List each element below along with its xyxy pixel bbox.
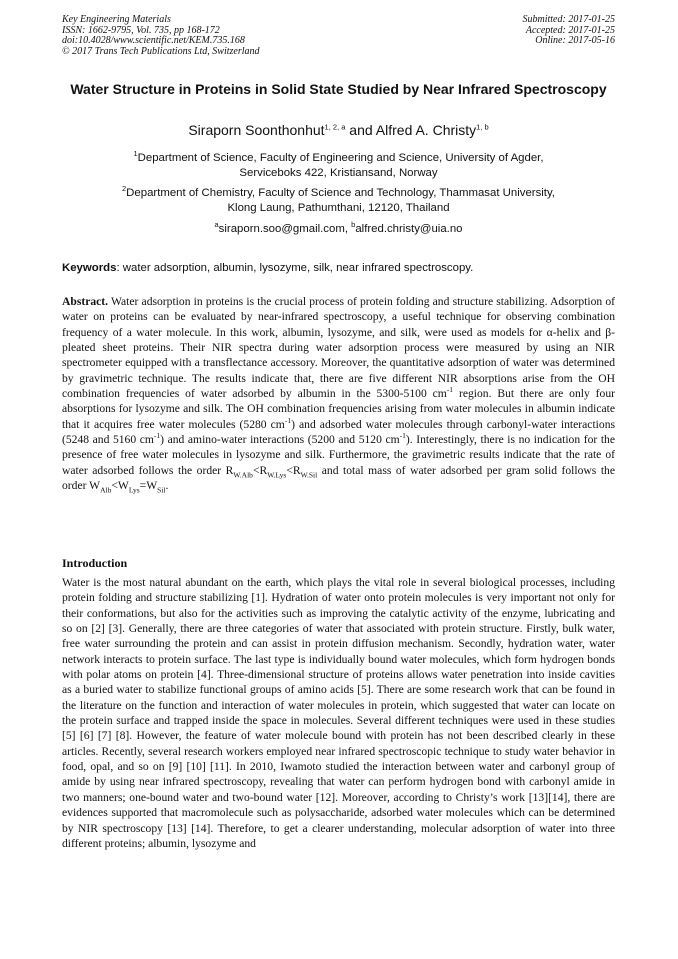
abstract-text-5: ). Interestingly, there is no indication for the presence of free water molecules in lysozyme and silk. Furthermore, the gravimetric results indicate that the rate of water adsorbed follows the order R (62, 433, 615, 477)
submitted-date: Submitted: 2017-01-25 (522, 14, 615, 25)
affiliation-1-line-2: Serviceboks 422, Kristiansand, Norway (239, 167, 438, 179)
author-1: Siraporn Soonthonhut (188, 122, 325, 138)
keywords (62, 261, 615, 276)
dates-header (523, 15, 616, 47)
accepted-date: Accepted: 2017-01-25 (525, 24, 615, 36)
mass-lysozyme-subscript: Lys (128, 485, 140, 495)
abstract-text-6: and total mass of water adsorbed per gram solid follows the order W (62, 463, 616, 493)
introduction-heading: Introduction (62, 556, 128, 570)
doi-line: doi:10.4028/www.scientific.net/KEM.735.168 (62, 35, 245, 47)
abstract-unit-1: -1 (446, 385, 454, 395)
email-a-marker: a (214, 220, 219, 230)
rate-albumin-subscript: W.Alb (233, 470, 253, 480)
journal-name: Key Engineering Materials (62, 14, 171, 25)
abstract-text-2: region. But there are only four absorptions for lysozyme and silk. The OH combination frequencies arising from water molecules in albumin indicate that it acquires free water molecules (5280 cm (62, 387, 615, 431)
introduction-text: Water is the most natural abundant on the earth, which plays the vital role in several biological processes, including protein folding and structure stabilizing [1]. Hydration of water onto protein molecules is very important not only for their conformations, but also for the activities such as improving the catalytic activity of the enzyme, lubricating and so on [2] [3]. Generally, there are three categories of water that associated with protein structure. Firstly, bulk water, free water surrounding the protein and can assist in protein diffusion mechanism. Secondly, hydration water, water network interacts to protein surface. The last type is individually bound water molecules, which form hydrogen bonds with polar atoms on protein [4]. Three-dimensional structure of proteins allows water penetration into inside cavities as a buried water to stabilize functional groups of amino acids [5]. There are some research work that can be found in the literature on the function and interaction of water molecules in protein, which suggested that water can locate on the protein surface and trapped inside the space in molecules. Several different techniques were used in these studies [5] [6] [7] [8]. However, the feature of water molecule bound with protein has not been described clearly in these articles. Recently, several research workers employed near infrared spectroscopic technique to study water behavior in food, opal, and so on [9] [10] [11]. In 2010, Iwamoto studied the interaction between water and carbonyl group of amide by using near infrared spectroscopy, revealing that water can perform hydrogen bond with carbonyl amide in two manners; one-bound water and two-bound water [12]. Moreover, according to Christy’s work [13][14], there are evidences supported that macromolecule such as polysaccharide, adsorbed water molecules which can be determined by NIR spectroscopy [13] [14]. Therefore, to get a clearer understanding, molecular adsorption of water into three different proteins; albumin, lysozyme and (62, 576, 615, 850)
journal-header (62, 15, 260, 57)
abstract-end: . (165, 479, 169, 493)
rate-less-than-1: <R (252, 463, 268, 477)
author-line (62, 121, 615, 139)
affiliation-1 (62, 151, 615, 181)
email-a: siraporn.soo@gmail.com, (218, 223, 352, 235)
abstract-unit-4: -1 (399, 431, 406, 441)
mass-silk-subscript: Sil (157, 485, 166, 495)
abstract-unit-2: -1 (284, 415, 292, 425)
abstract-text-1: Water adsorption in proteins is the crucial process of protein folding and structure stabilizing. Adsorption of water on proteins can be evaluated by near-infrared spectroscopy, a useful technique for observing combination frequency of a water molecule. In this work, albumin, lysozyme, and silk, were used as models for α-helix and β-pleated sheet proteins. Their NIR spectra during water adsorption process were measured by using an NIR spectrometer equipped with a transflectance accessory. Moreover, the quantitative adsorption of water was determined by gravimetric technique. The results indicate that, there are five different NIR absorptions arise from the OH combination frequencies of water adsorbed by albumin in the 5300-5100 cm (62, 295, 615, 401)
author-2: Alfred A. Christy (375, 122, 477, 138)
copyright-line: © 2017 Trans Tech Publications Ltd, Switzerland (62, 45, 260, 57)
mass-equals: =W (139, 479, 158, 493)
abstract-text-3: ) and adsorbed water molecules through carbonyl-water interactions (5248 and 5160 cm (62, 417, 615, 447)
abstract-text-4: ) and amino-water interactions (5200 and 5120 cm (160, 433, 400, 447)
abstract-label: Abstract. (62, 295, 109, 308)
author-2-affiliation: 1, b (476, 122, 489, 132)
email-line (62, 222, 615, 237)
affiliation-2-line-1: Department of Chemistry, Faculty of Science and Technology, Thammasat University, (126, 187, 555, 199)
rate-less-than-2: <R (286, 463, 301, 477)
mass-albumin-subscript: Alb (100, 485, 112, 495)
online-date: Online: 2017-05-16 (535, 35, 615, 47)
affiliation-1-marker: 1 (133, 149, 138, 159)
affiliation-1-line-1: Department of Science, Faculty of Engineering and Science, University of Agder, (137, 152, 544, 164)
affiliation-2 (62, 186, 615, 216)
affiliation-2-line-2: Klong Laung, Pathumthani, 12120, Thailand (227, 202, 450, 214)
keywords-text: : water adsorption, albumin, lysozyme, silk, near infrared spectroscopy. (116, 262, 474, 274)
rate-lysozyme-subscript: W.Lys (267, 470, 287, 480)
email-b: alfred.christy@uia.no (355, 223, 463, 235)
paper-title: Water Structure in Proteins in Solid State Studied by Near Infrared Spectroscopy (70, 81, 607, 97)
email-b-marker: b (351, 220, 356, 230)
author-1-affiliation: 1, 2, a (324, 122, 346, 132)
keywords-label: Keywords (62, 262, 117, 274)
rate-silk-subscript: W.Sil (300, 470, 318, 480)
issn-line: ISSN: 1662-9795, Vol. 735, pp 168-172 (62, 24, 220, 36)
affiliation-2-marker: 2 (122, 184, 127, 194)
abstract (62, 294, 615, 493)
abstract-unit-3: -1 (153, 431, 161, 441)
mass-less-than: <W (111, 479, 129, 493)
author-conjunction: and (345, 122, 376, 138)
